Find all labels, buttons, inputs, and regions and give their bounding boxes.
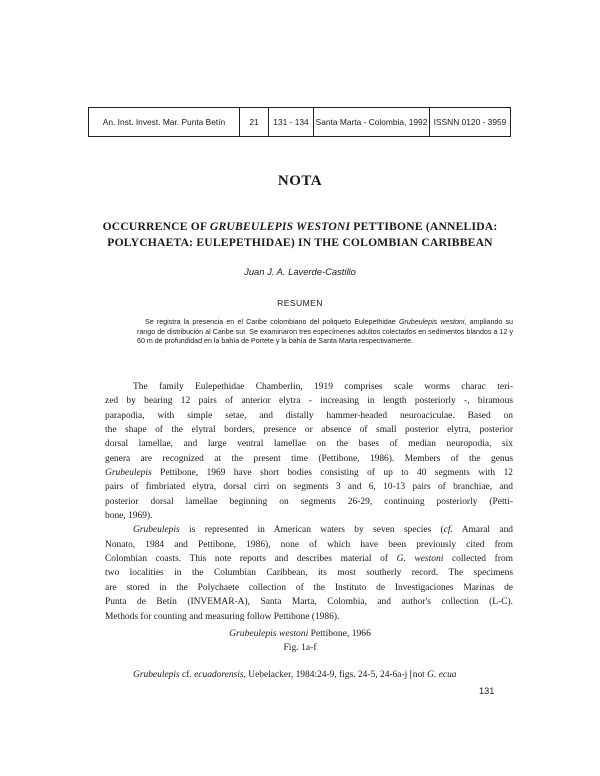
figure-reference: Fig. 1a-f (283, 642, 317, 653)
body-line: genera are recognized at the present time (Pettibone, 1986). Members of the genus (105, 453, 513, 464)
abstract-text-post: , ampliando su rango de distribución al Caribe sur. Se examinaron tres especímenes adultos colectados en sedimentos blandos a 12 y 60 m de profundidad en la bahía de Portete y la bahía de Santa Marta respectivamente. (137, 318, 514, 346)
species-heading-name: Grubeulepis westoni (229, 628, 309, 639)
citation-pages: 131 - 134 (269, 108, 314, 136)
abstract-text-pre: Se registra la presencia en el Caribe colombiano del poliqueto Eulepethidae (145, 318, 399, 326)
paper-title (80, 219, 520, 251)
body-line: Colombian coasts. This note reports and describes material of G. westoni collected from (105, 554, 514, 565)
page-number: 131 (479, 686, 495, 696)
body-line: pairs of fimbriated elytra, dorsal cirri on segments 3 and 6, 10-13 pairs of branchiae, and (105, 482, 513, 493)
citation-issn: ISSNN 0120 - 3959 (433, 117, 507, 127)
species-name: G. westoni (396, 554, 444, 565)
body-line: Nonato, 1984 and Pettibone, 1986), none of which have been previously cited from (105, 539, 513, 550)
abstract-text (137, 318, 513, 347)
title-line-1 (80, 219, 520, 235)
body-line: two localities in the Columbian Caribbean, its most southerly record. The specimens (105, 568, 513, 579)
body-line: posterior dorsal lamellae beginning on segments 26-29, continuing posteriorly (Petti- (105, 496, 513, 507)
body-text (105, 380, 513, 624)
abstract-species: Grubeulepis westoni (398, 318, 465, 326)
citation-journal: An. Inst. Invest. Mar. Punta Betín (89, 108, 240, 136)
title-line-1-pre: OCCURRENCE OF (102, 220, 210, 233)
author-name: Juan J. A. Laverde-Castillo (244, 266, 356, 277)
citation-place-date: Santa Marta - Colombia, 1992 (314, 108, 430, 136)
species-heading (0, 627, 600, 641)
body-line: are stored in the Polychaete collection of the Instituto de Investigaciones Marinas de (105, 582, 513, 593)
body-line: parapodia, with simple setae, and distally hammer-headed neuroaciculae. Based on (105, 410, 513, 421)
body-line: Punta de Betín (INVEMAR-A), Santa Marta, Colombia, and author's collection (L-C). (105, 597, 513, 608)
body-line: the shape of the elytral borders, presence or absence of small posterior elytra, posterior (105, 425, 513, 436)
cf-abbrev: cf. (443, 525, 453, 536)
genus-name: Grubeulepis (105, 468, 152, 479)
title-line-1-post: PETTIBONE (ANNELIDA: (350, 220, 498, 233)
body-line: Grubeulepis is represented in American waters by seven species (cf. Amaral and (133, 525, 514, 536)
body-line: Grubeulepis Pettibone, 1969 have short bodies consisting of up to 40 segments with 12 (105, 468, 514, 479)
title-line-2: POLYCHAETA: EULEPETHIDAE) IN THE COLOMBIAN CARIBBEAN (107, 236, 493, 249)
abstract-heading: RESUMEN (277, 298, 323, 308)
genus-name: Grubeulepis (133, 525, 180, 536)
body-line: The family Eulepethidae Chamberlin, 1919 comprises scale worms charac teri- (133, 382, 513, 392)
title-species: GRUBEULEPIS WESTONI (209, 220, 351, 233)
body-line: zed by bearing 12 pairs of anterior elytra - increasing in length posteriorly -, biramous (105, 396, 513, 407)
species-heading-authority: Pettibone, 1966 (308, 628, 371, 639)
body-line: dorsal lamellae, and large ventral lamellae on the bases of median neuropodia, six (105, 439, 513, 450)
citation-volume: 21 (240, 108, 269, 136)
body-line: bone, 1969). (105, 511, 153, 522)
body-line: Methods for counting and measuring follow Pettibone (1986). (105, 611, 340, 622)
synonymy-line: Grubeulepis cf. ecuadorensis, Uebelacker, 1984:24-9, figs. 24-5, 24-6a-j [not G. ecua (133, 670, 457, 680)
section-label: NOTA (277, 173, 323, 189)
citation-box (88, 107, 511, 137)
